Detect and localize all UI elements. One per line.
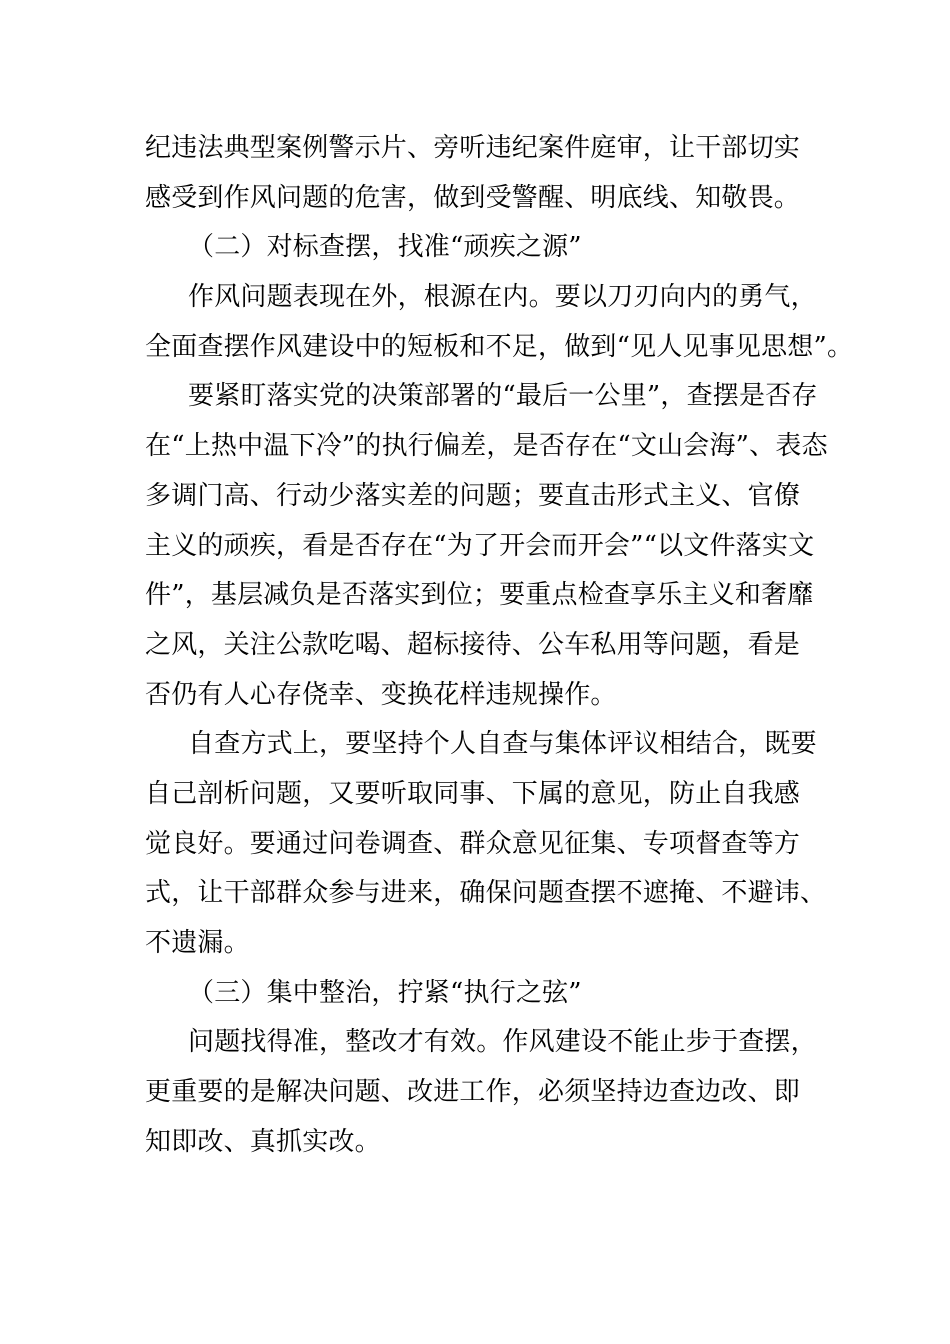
document-body	[145, 124, 854, 1167]
body-line: 多调门高、行动少落实差的问题；要直击形式主义、官僚	[145, 480, 801, 511]
body-line: 否仍有人心存侥幸、变换花样违规操作。	[145, 679, 617, 710]
body-line: 感受到作风问题的危害，做到受警醒、明底线、知敬畏。	[145, 182, 801, 213]
body-line: 觉良好。要通过问卷调查、群众意见征集、专项督查等方	[145, 828, 801, 859]
body-line: 自己剖析问题，又要听取同事、下属的意见，防止自我感	[145, 778, 801, 809]
body-line: 不遗漏。	[145, 928, 250, 958]
body-line: 件”，基层减负是否落实到位；要重点检查享乐主义和奢靡	[145, 580, 814, 611]
paragraph-start: 作风问题表现在外，根源在内。要以刀刃向内的勇气，	[188, 282, 817, 313]
body-line: 更重要的是解决问题、改进工作，必须坚持边查边改、即	[145, 1077, 801, 1108]
body-line: 全面查摆作风建设中的短板和不足，做到“见人见事见思想”。	[145, 331, 854, 362]
section-heading-2: （二）对标查摆，找准“顽疾之源”	[188, 232, 582, 263]
body-line: 纪违法典型案例警示片、旁听违纪案件庭审，让干部切实	[145, 133, 801, 163]
paragraph-start: 自查方式上，要坚持个人自查与集体评议相结合，既要	[188, 729, 817, 760]
paragraph-start: 要紧盯落实党的决策部署的“最后一公里”，查摆是否存	[188, 381, 818, 412]
body-line: 之风，关注公款吃喝、超标接待、公车私用等问题，看是	[145, 629, 801, 660]
body-line: 主义的顽疾，看是否存在“为了开会而开会”“以文件落实文	[145, 530, 815, 561]
body-line: 式，让干部群众参与进来，确保问题查摆不遮掩、不避讳、	[145, 878, 827, 909]
body-line: 在“上热中温下冷”的执行偏差，是否存在“文山会海”、表态	[145, 431, 828, 462]
body-line: 知即改、真抓实改。	[145, 1126, 381, 1157]
section-heading-3: （三）集中整治，拧紧“执行之弦”	[188, 977, 582, 1008]
paragraph-start: 问题找得准，整改才有效。作风建设不能止步于查摆，	[188, 1027, 817, 1058]
